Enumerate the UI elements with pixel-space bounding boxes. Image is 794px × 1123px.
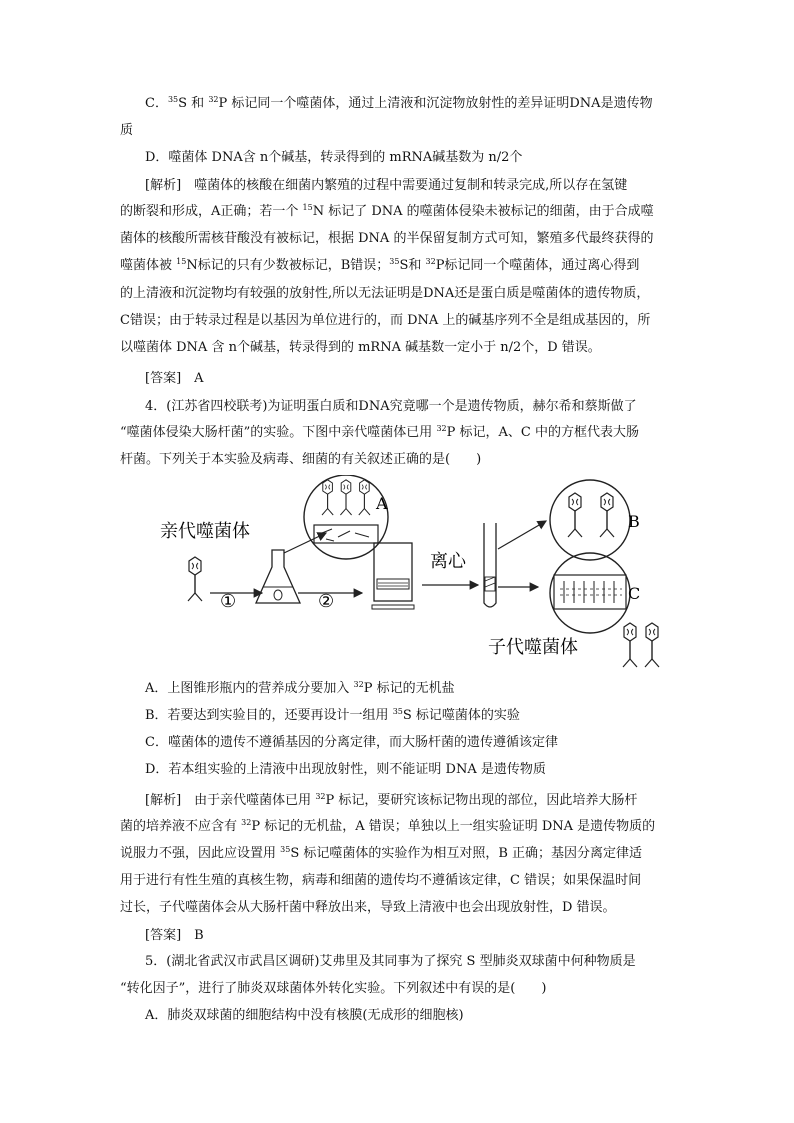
label-centrifuge: 离心 [430, 551, 466, 572]
analysis-label: [解析] [145, 178, 182, 193]
label-child-phage: 子代噬菌体 [488, 637, 578, 658]
child-phage-icon-1 [623, 623, 637, 667]
label-c: C [628, 584, 641, 603]
test-tube-icon [484, 523, 496, 607]
q3-option-c-line1: C．$^{35}$S 和 $^{32}$P 标记同一个噬菌体，通过上清液和沉淀物放射性的差异证明DNA是遗传物 [145, 95, 653, 111]
q3-analysis-line1: [解析] 噬菌体的核酸在细菌内繁殖的过程中需要通过复制和转录完成,所以存在氢键 [145, 178, 628, 193]
q4-analysis-line2: 菌的培养液不应含有 $^{32}$P 标记的无机盐，A 错误；单独以上一组实验证明 DNA 是遗传物质的 [120, 818, 656, 834]
label-parent-phage: 亲代噬菌体 [160, 521, 250, 542]
beaker-icon [372, 543, 414, 609]
q5-stem-line1: 5．(湖北省武汉市武昌区调研)艾弗里及其同事为了探究 S 型肺炎双球菌中何种物质是 [145, 954, 636, 969]
label-step1: ① [220, 591, 237, 612]
answer-value: B [194, 928, 204, 943]
magnified-view-b [550, 480, 630, 560]
parent-phage-icon [188, 557, 202, 601]
q3-option-c-line2: 质 [120, 123, 134, 138]
child-phage-icon-2 [645, 623, 659, 667]
answer-value: A [194, 371, 204, 386]
label-b: B [628, 512, 640, 531]
q4-stem-line3: 杆菌。下列关于本实验及病毒、细菌的有关叙述正确的是( ) [120, 452, 482, 467]
answer-label: [答案] [145, 928, 182, 943]
flask-icon [256, 550, 300, 603]
q4-analysis-line4: 用于进行有性生殖的真核生物，病毒和细菌的遗传均不遵循该定律，C 错误；如果保温时间 [120, 873, 642, 888]
q4-option-a: A．上图锥形瓶内的营养成分要加入 $^{32}$P 标记的无机盐 [145, 680, 455, 696]
q5-option-a: A．肺炎双球菌的细胞结构中没有核膜(无成形的细胞核) [145, 1008, 464, 1023]
q4-analysis-line3: 说服力不强，因此应设置用 $^{35}$S 标记噬菌体的实验作为相互对照，B 正确；基因分离定律适 [120, 845, 643, 861]
q3-analysis-line6: C错误；由于转录过程是以基因为单位进行的，而 DNA 上的碱基序列不全是组成基因的，所 [120, 313, 651, 328]
q3-analysis-line5: 的上清液和沉淀物均有较强的放射性,所以无法证明是DNA还是蛋白质是噬菌体的遗传物质， [120, 286, 650, 301]
q3-analysis-line7: 以噬菌体 DNA 含 n个碱基，转录得到的 mRNA 碱基数一定小于 n/2个，D 错误。 [120, 340, 601, 355]
experiment-diagram [150, 475, 670, 675]
q4-analysis-line1: [解析] 由于亲代噬菌体已用 $^{32}$P 标记，要研究该标记物出现的部位，因此培养大肠杆 [145, 792, 638, 808]
magnified-view-c [550, 553, 630, 633]
label-a: A [376, 494, 388, 513]
label-step2: ② [318, 591, 335, 612]
q3-answer [145, 369, 705, 389]
answer-label: [答案] [145, 371, 182, 386]
q4-option-d: D．若本组实验的上清液中出现放射性，则不能证明 DNA 是遗传物质 [145, 762, 546, 777]
q3-option-d: D．噬菌体 DNA含 n个碱基，转录得到的 mRNA碱基数为 n/2个 [145, 150, 523, 165]
q3-analysis-line4: 噬菌体被 $^{15}$N标记的只有少数被标记，B错误；$^{35}$S和 $^{32}$P标记同一个噬菌体，通过离心得到 [120, 257, 640, 273]
q5-stem-line2: “转化因子”，进行了肺炎双球菌体外转化实验。下列叙述中有误的是( ) [120, 981, 547, 996]
q3-analysis-line3: 菌体的核酸所需核苷酸没有被标记，根据 DNA 的半保留复制方式可知，繁殖多代最终获得的 [120, 231, 654, 246]
analysis-label: [解析] [145, 793, 182, 808]
q4-stem-line2: “噬菌体侵染大肠杆菌”的实验。下图中亲代噬菌体已用 $^{32}$P 标记，A、C 中的方框代表大肠 [120, 424, 639, 440]
magnified-view-a [304, 475, 388, 559]
q4-stem-line1: 4．(江苏省四校联考)为证明蛋白质和DNA究竟哪一个是遗传物质，赫尔希和蔡斯做了 [145, 399, 637, 414]
q3-analysis-line2: 的断裂和形成，A正确；若一个 $^{15}$N 标记了 DNA 的噬菌体侵染未被标记的细菌，由于合成噬 [120, 203, 654, 219]
q4-option-c: C．噬菌体的遗传不遵循基因的分离定律，而大肠杆菌的遗传遵循该定律 [145, 735, 558, 750]
q4-analysis-line5: 过长，子代噬菌体会从大肠杆菌中释放出来，导致上清液中也会出现放射性，D 错误。 [120, 900, 616, 915]
q4-answer [145, 926, 705, 946]
q4-option-b: B．若要达到实验目的，还要再设计一组用 $^{35}$S 标记噬菌体的实验 [145, 707, 520, 723]
